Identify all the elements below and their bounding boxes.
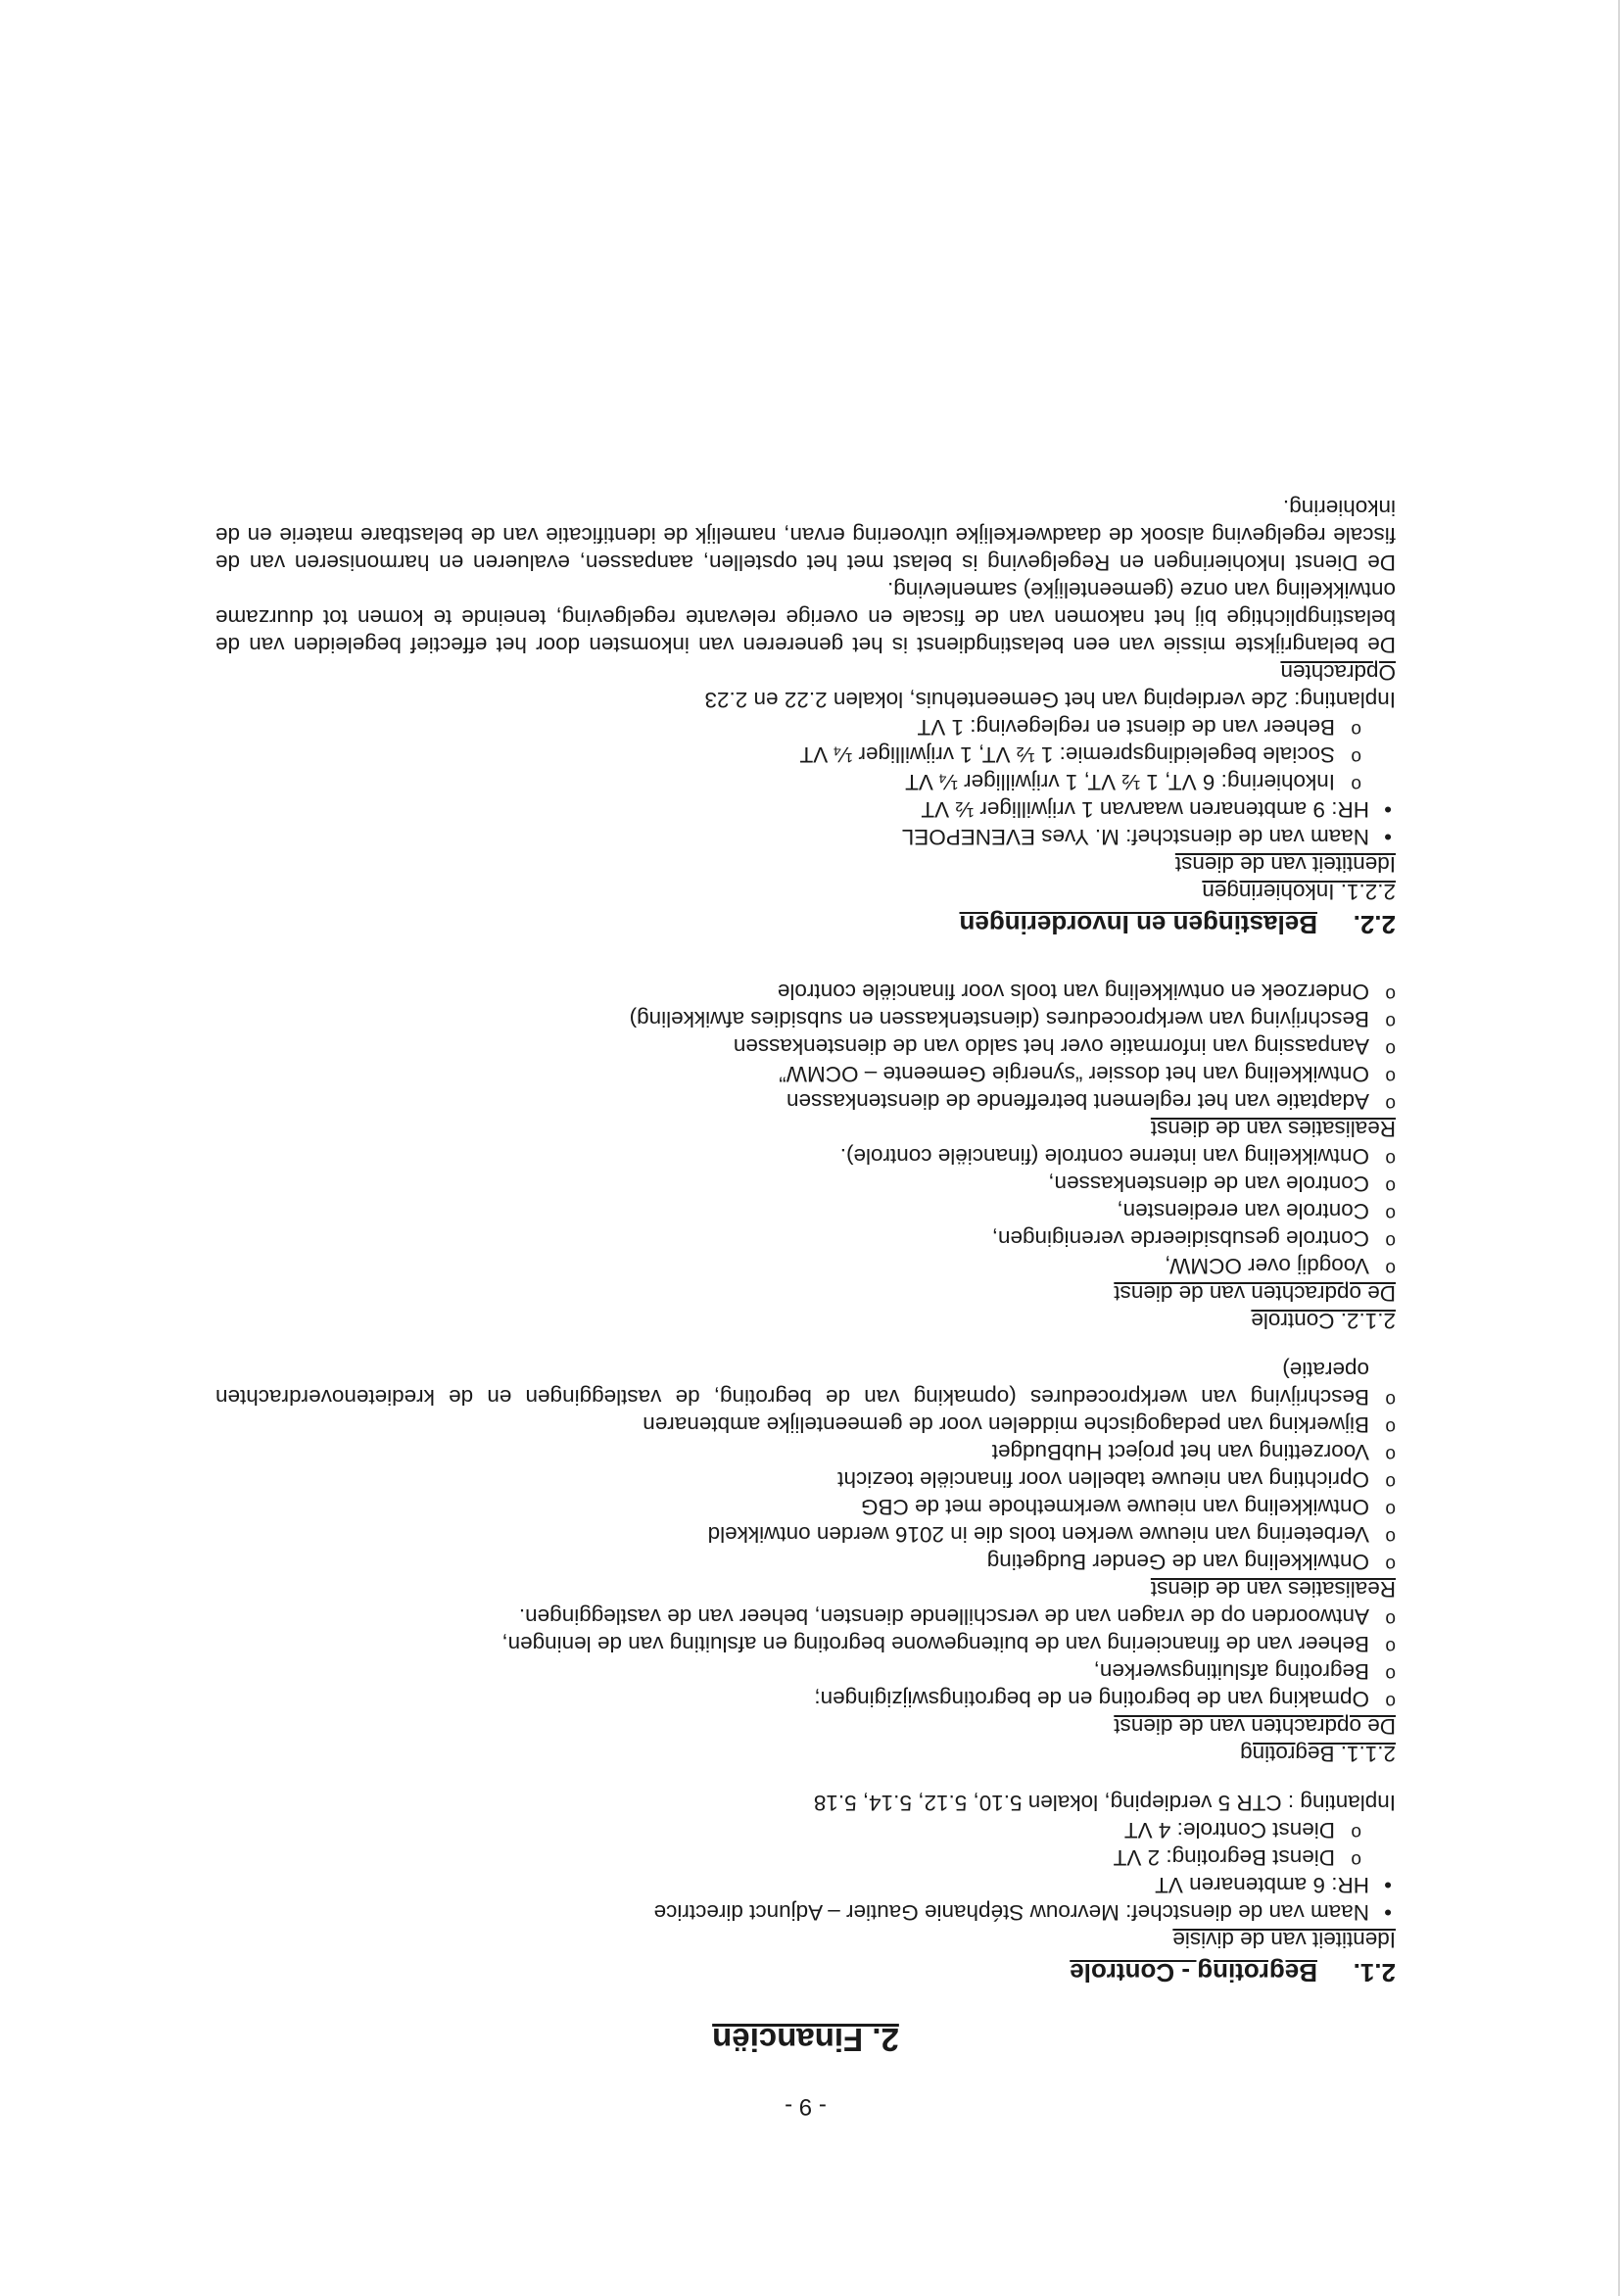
section-title: Begroting - Controle [1070, 1958, 1317, 1987]
subsection-heading-2-2-1 [215, 878, 1396, 905]
section-heading-2-2 [215, 911, 1396, 938]
identity-label: Identiteit van de divisie [1172, 1928, 1396, 1952]
list-item: o Dienst Begroting: 2 VT [215, 1843, 1396, 1871]
list-item: o Controle gesubsidieerde verenigingen, [215, 1224, 1396, 1252]
section-number: 2.2. [1353, 910, 1396, 939]
list-item: • HR: 9 ambtenaren waarvan 1 vrijwilliger ½ VT [215, 795, 1396, 823]
tasks-label: De opdrachten van de dienst [1114, 1281, 1396, 1306]
realisations-list [215, 978, 1396, 1115]
list-item: o Ontwikkeling van het dossier “synergie Gemeente – OCMW” [215, 1060, 1396, 1087]
section-title: Belastingen en Invorderingen [959, 910, 1317, 939]
document-body [215, 494, 1396, 2120]
list-item: • Naam van de dienstchef: M. Yves EVENEPOEL [215, 823, 1396, 850]
list-item: o Opmaking van de begroting en de begrotingswijzigingen; [215, 1685, 1396, 1712]
list-item: o Controle van de dienstenkassen, [215, 1170, 1396, 1197]
section-heading-2-1 [215, 1959, 1396, 1986]
list-item: o Ontwikkeling van nieuwe werkmethode met de CBG [215, 1493, 1396, 1520]
list-item: o Beschrijving van werkprocedures (dienstenkassen en subsidies afwikkeling) [215, 1005, 1396, 1032]
list-item: o Oprichting van nieuwe tabellen voor financiële toezicht [215, 1465, 1396, 1493]
list-item: • Naam van de dienstchef: Mevrouw Stéphanie Gautier – Adjunct directrice [215, 1898, 1396, 1926]
identity-label: Identiteit van de dienst [1174, 852, 1396, 877]
tasks-label: Opdrachten [1280, 660, 1396, 685]
list-item: o Ontwikkeling van de Gender Budgeting [215, 1548, 1396, 1575]
list-item: • HR: 6 ambtenaren VT [215, 1871, 1396, 1898]
tasks-list [215, 1602, 1396, 1712]
list-item: o Beheer van de dienst en reglegeving: 1 VT [215, 713, 1396, 741]
subsection-title: 2.1.2. Controle [1251, 1309, 1396, 1333]
list-item: o Antwoorden op de vragen van de verschillende diensten, beheer van de vastleggingen. [215, 1602, 1396, 1630]
list-item: o Beheer van de financiering van de buitengewone begroting en afsluiting van de leningen, [215, 1630, 1396, 1657]
list-item: o Begroting afsluitingswerken, [215, 1657, 1396, 1685]
list-item: o Bijwerking van pedagogische middelen voor de gemeentelijke ambtenaren [215, 1411, 1396, 1438]
service-info-list [215, 713, 1396, 850]
list-item: o Dienst Controle: 4 VT [215, 1816, 1396, 1843]
list-item: o Ontwikkeling van interne controle (financiële controle). [215, 1142, 1396, 1170]
list-item: o Aanpassing van informatie over het saldo van de dienstenkassen [215, 1032, 1396, 1060]
mission-paragraph: De belangrijkste missie van een belastingdienst is het genereren van inkomsten door het effectief begeleiden van de belastingplichtige bij het nakomen van de fiscale en overige relevante regelgeving, teneinde te komen tot duurzame ontwikkeling van onze (gemeentelijke) samenleving. [215, 578, 1396, 657]
subsection-heading-2-1-2 [215, 1307, 1396, 1334]
chapter-title-text: 2. Financiën [712, 2022, 899, 2058]
mission-paragraph: De Dienst Inkohieringen en Regelgeving is belast met het opstellen, aanpassen, evalueren en harmoniseren van de fiscale regelgeving alsook de daadwerkelijke uitvoering ervan, namelijk de identificatie van de belastbare materie en de inkohiering. [215, 496, 1396, 575]
realisations-label: Realisaties van de dienst [1150, 1117, 1396, 1141]
list-item: o Onderzoek en ontwikkeling van tools voor financiële controle [215, 978, 1396, 1005]
list-item: o Sociale begeleidingspremie: 1 ½ VT, 1 vrijwilliger ¼ VT [215, 741, 1396, 768]
list-item: o Voorzetting van het project HubBudget [215, 1438, 1396, 1465]
location-text: Inplanting: 2de verdieping van het Gemeentehuis, lokalen 2.22 en 2.23 [704, 688, 1396, 712]
list-item: o Verbetering van nieuwe werken tools die in 2016 werden ontwikkeld [215, 1520, 1396, 1548]
subsection-heading-2-1-1 [215, 1740, 1396, 1767]
tasks-list [215, 1142, 1396, 1279]
list-item: o Beschrijving van werkprocedures (opmaking van de begroting, de vastleggingen en de kredietenoverdrachten operatie) [215, 1356, 1396, 1411]
tasks-label: De opdrachten van de dienst [1114, 1714, 1396, 1739]
division-info-list [215, 1816, 1396, 1926]
realisations-list [215, 1356, 1396, 1575]
list-item: o Controle van erediensten, [215, 1197, 1396, 1224]
subsection-title: 2.2.1. Inkohieringen [1202, 880, 1396, 904]
list-item: o Inkohiering: 6 VT, 1 ½ VT, 1 vrijwilliger ¼ VT [215, 768, 1396, 795]
page-number: - 9 - [785, 2093, 827, 2120]
subsection-title: 2.1.1. Begroting [1240, 1742, 1396, 1766]
section-number: 2.1. [1353, 1958, 1396, 1987]
realisations-label: Realisaties van de dienst [1150, 1577, 1396, 1602]
list-item: o Adaptatie van het reglement betreffende de dienstenkassen [215, 1087, 1396, 1115]
location-text: Inplanting : CTR 5 verdieping, lokalen 5.10, 5.12, 5.14, 5.18 [813, 1791, 1396, 1815]
chapter-title [215, 2022, 1396, 2058]
list-item: o Voogdij over OCMW, [215, 1252, 1396, 1279]
